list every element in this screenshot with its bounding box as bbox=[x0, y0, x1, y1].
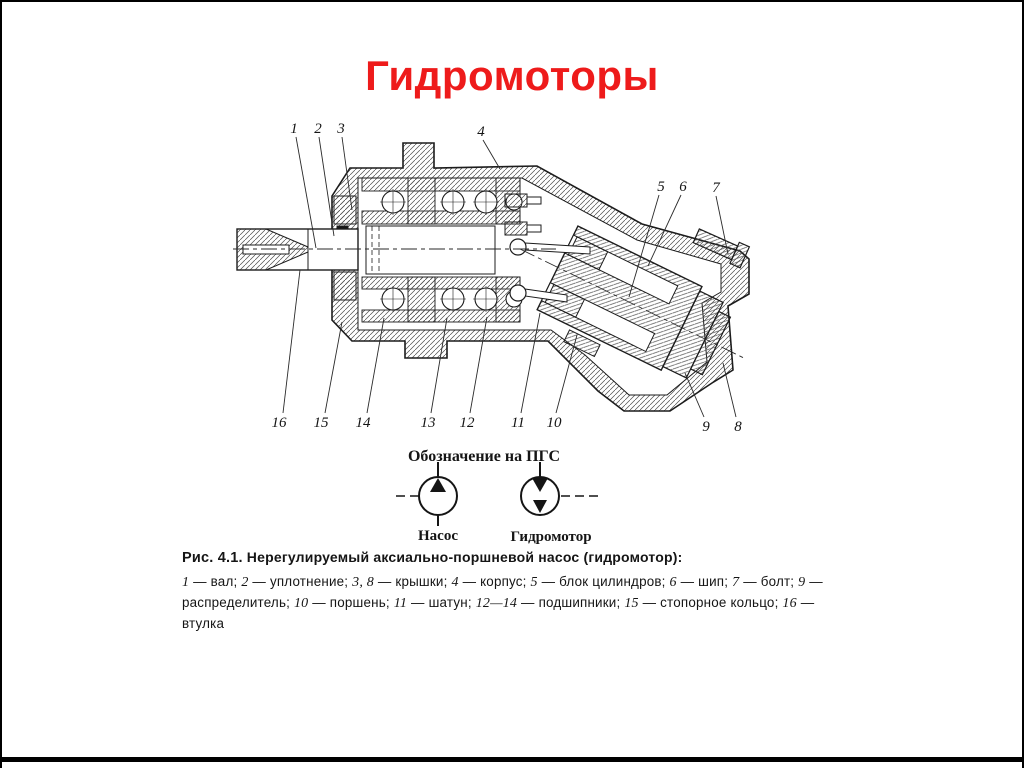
motor-symbol-label: Гидромотор bbox=[510, 529, 592, 545]
callout-14: 14 bbox=[355, 415, 371, 431]
callout-2: 2 bbox=[314, 121, 322, 137]
pump-symbol-label: Насос bbox=[418, 528, 458, 544]
callout-1: 1 bbox=[290, 121, 298, 137]
schematic-symbols bbox=[396, 448, 598, 545]
callout-9: 9 bbox=[702, 419, 710, 435]
top-bearings bbox=[362, 178, 522, 224]
callout-6: 6 bbox=[679, 179, 687, 195]
callout-8: 8 bbox=[734, 419, 742, 435]
drive-shaft bbox=[237, 229, 358, 270]
pump-symbol bbox=[396, 462, 457, 526]
callout-15: 15 bbox=[313, 415, 329, 431]
callout-12: 12 bbox=[459, 415, 475, 431]
callout-16: 16 bbox=[271, 415, 287, 431]
callout-10: 10 bbox=[546, 415, 562, 431]
callout-11: 11 bbox=[511, 415, 525, 431]
symbols-heading: Обозначение на ПГС bbox=[407, 448, 561, 465]
figure-number: Рис. 4.1. bbox=[182, 550, 243, 566]
callout-5: 5 bbox=[657, 179, 665, 195]
figure-title: Нерегулируемый аксиально-поршневой насос (гидромотор): bbox=[246, 549, 683, 565]
figure-legend: 1 — вал; 2 — уплотнение; 3, 8 — крышки; 4 — корпус; 5 — блок цилиндров; 6 — шип; 7 — болт; 9 — распределитель; 10 — поршень; 11 — шатун; 12—14 — подшипники; 15 — стопорное кольцо; 16 — втулка bbox=[182, 574, 823, 631]
motor-symbol bbox=[521, 462, 598, 515]
callout-13: 13 bbox=[420, 415, 436, 431]
bottom-bearings bbox=[362, 277, 522, 322]
slide-title: Гидромоторы bbox=[365, 52, 659, 99]
callout-7: 7 bbox=[712, 180, 720, 196]
figure-caption bbox=[182, 549, 830, 634]
callout-4: 4 bbox=[477, 124, 485, 140]
cylinder-bore bbox=[366, 226, 495, 274]
callout-3: 3 bbox=[337, 121, 345, 137]
